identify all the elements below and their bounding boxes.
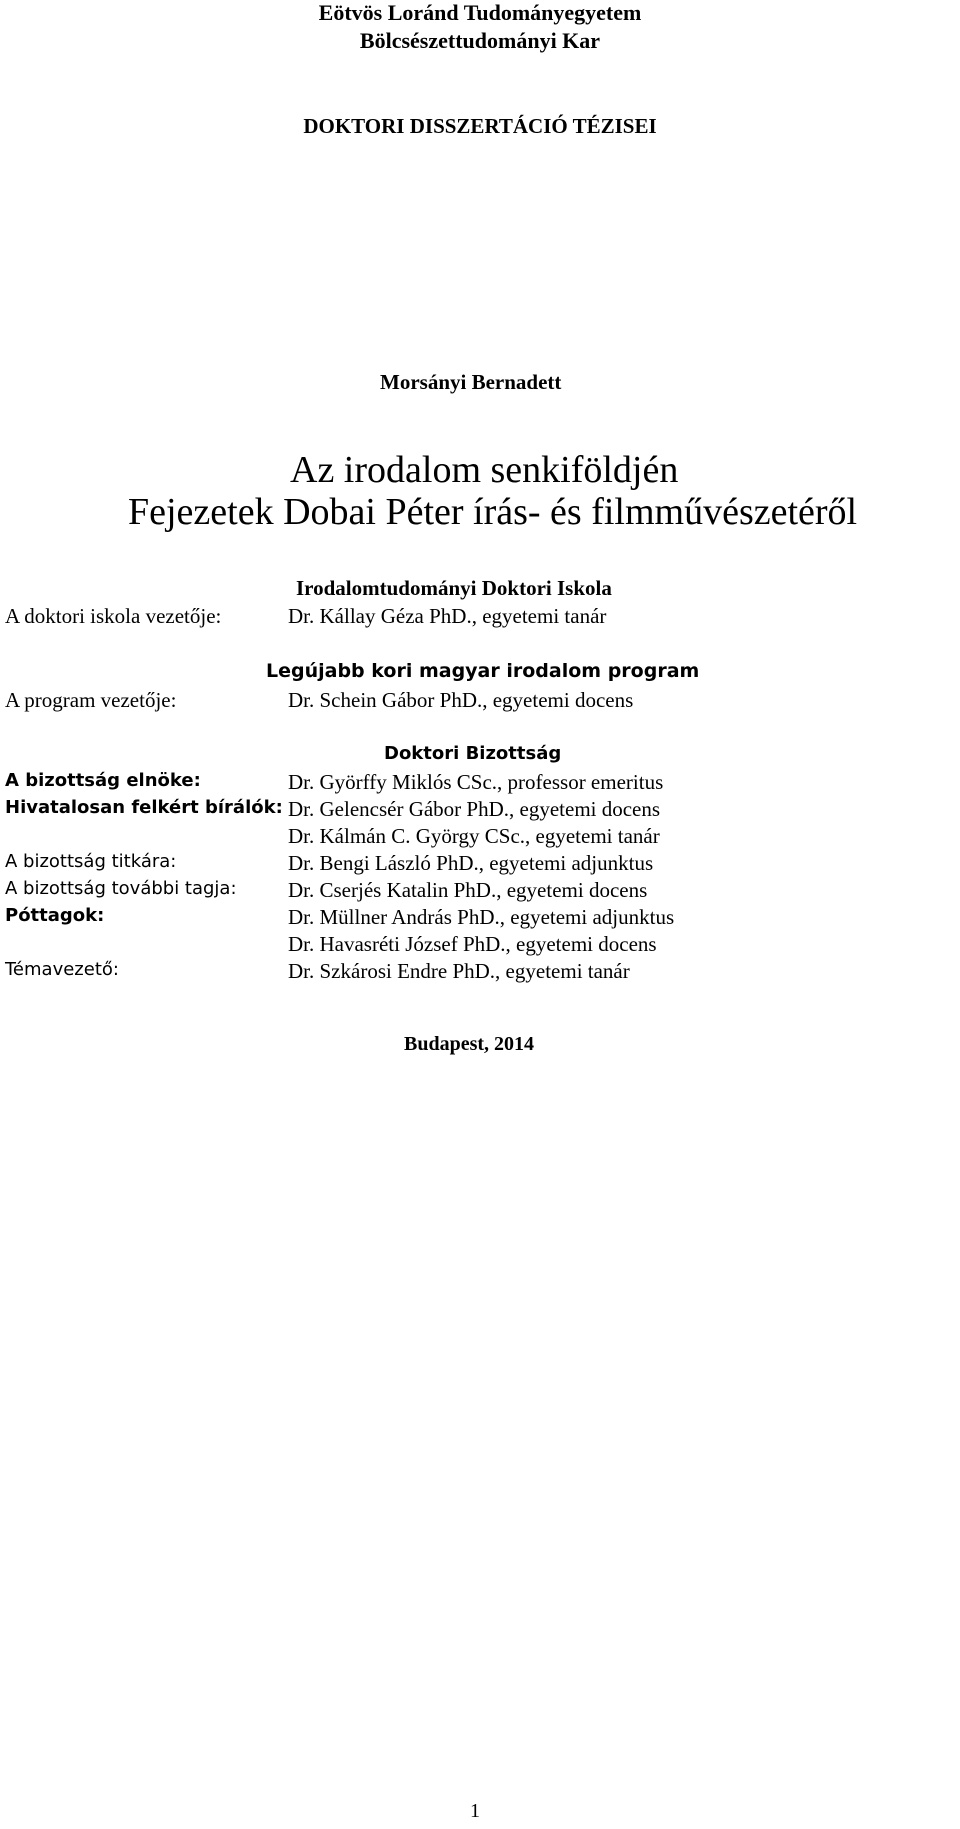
reviewer-1: Dr. Gelencsér Gábor PhD., egyetemi docens — [288, 797, 661, 821]
substitutes-label: Póttagok: — [5, 905, 105, 926]
doctoral-school-name: Irodalomtudományi Doktori Iskola — [296, 576, 612, 600]
chair-value: Dr. Györffy Miklós CSc., professor emeritus — [288, 770, 664, 794]
page-number: 1 — [470, 1800, 480, 1822]
secretary-value: Dr. Bengi László PhD., egyetemi adjunktus — [288, 851, 654, 875]
reviewer-2: Dr. Kálmán C. György CSc., egyetemi tanár — [288, 824, 660, 848]
document-type: DOKTORI DISSZERTÁCIÓ TÉZISEI — [303, 114, 657, 138]
secretary-label: A bizottság titkára: — [5, 851, 177, 872]
university-name: Eötvös Loránd Tudományegyetem — [318, 0, 642, 25]
school-head-label: A doktori iskola vezetője: — [5, 604, 222, 628]
title-line-1: Az irodalom senkiföldjén — [290, 449, 679, 491]
substitute-1: Dr. Müllner András PhD., egyetemi adjunktus — [288, 905, 675, 929]
member-label: A bizottság további tagja: — [5, 878, 237, 899]
place-year: Budapest, 2014 — [404, 1033, 535, 1055]
member-value: Dr. Cserjés Katalin PhD., egyetemi docens — [288, 878, 648, 902]
substitute-2: Dr. Havasréti József PhD., egyetemi docens — [288, 932, 657, 956]
school-head-value: Dr. Kállay Géza PhD., egyetemi tanár — [288, 604, 607, 628]
faculty-name: Bölcsészettudományi Kar — [359, 28, 601, 53]
author-name: Morsányi Bernadett — [380, 370, 562, 394]
supervisor-label: Témavezető: — [5, 959, 119, 980]
supervisor-value: Dr. Szkárosi Endre PhD., egyetemi tanár — [288, 959, 630, 983]
title-line-2: Fejezetek Dobai Péter írás- és filmművészetéről — [128, 491, 858, 533]
program-head-label: A program vezetője: — [5, 688, 177, 712]
program-name: Legújabb kori magyar irodalom program — [266, 660, 700, 682]
program-head-value: Dr. Schein Gábor PhD., egyetemi docens — [288, 688, 634, 712]
chair-label: A bizottság elnöke: — [5, 770, 201, 791]
reviewers-label: Hivatalosan felkért bírálók: — [5, 797, 283, 818]
committee-heading: Doktori Bizottság — [384, 743, 562, 764]
